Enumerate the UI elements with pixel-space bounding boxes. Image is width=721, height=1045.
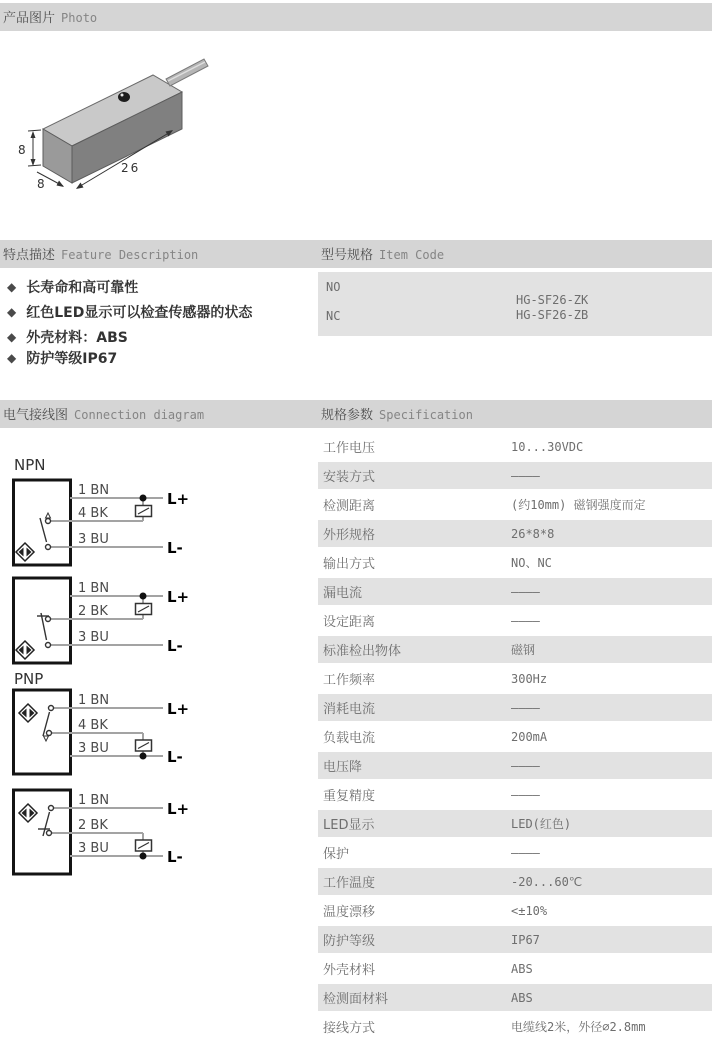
dim-width-label: 8 <box>37 177 45 191</box>
arrowhead <box>76 183 84 190</box>
features-title-cn: 特点描述 <box>3 248 56 263</box>
spec-row <box>318 462 712 489</box>
item-code-value: HG-SF26-ZB <box>516 308 589 322</box>
circuit-npn-no <box>10 477 240 574</box>
spec-label: 标准检出物体 <box>323 644 402 659</box>
spec-row <box>318 897 712 924</box>
spec-label: 安装方式 <box>323 470 376 485</box>
spec-value: (约10mm) 磁钢强度而定 <box>511 498 646 512</box>
spec-row <box>318 549 712 576</box>
junction-dot <box>140 753 147 760</box>
spec-label: 外形规格 <box>323 528 376 543</box>
switch-contact <box>47 831 52 836</box>
spec-value: 10...30VDC <box>511 439 584 454</box>
spec-value: -20...60℃ <box>511 874 583 889</box>
dim-length-label: 26 <box>121 161 141 175</box>
item-code-type: NO <box>326 280 341 294</box>
spec-value: ———— <box>511 613 540 628</box>
wire-label-bk: 2 BK <box>78 818 108 833</box>
terminal-negative: L- <box>167 539 183 557</box>
spec-value: ———— <box>511 468 540 483</box>
spec-label: 检测距离 <box>323 499 376 514</box>
junction-dot <box>140 495 147 502</box>
spec-value: 电缆线2米，外径∅2.8mm <box>511 1020 646 1034</box>
spec-row <box>318 578 712 605</box>
spec-label: 外壳材料 <box>323 963 376 978</box>
spec-label: 检测面材料 <box>323 992 389 1007</box>
npn-group-label: NPN <box>14 456 46 474</box>
spec-value: LED(红色) <box>511 817 572 831</box>
wire-label-bn: 1 BN <box>78 793 110 808</box>
spec-row <box>318 1013 712 1040</box>
features-title-en: Feature Description <box>61 248 199 262</box>
spec-row <box>318 926 712 953</box>
wire-label-bu: 3 BU <box>78 841 109 856</box>
arrowhead <box>31 159 36 166</box>
wire-label-bu: 3 BU <box>78 630 109 645</box>
switch-contact <box>49 706 54 711</box>
circuit-npn-nc <box>10 575 240 672</box>
spec-title <box>318 400 473 430</box>
feature-item <box>7 277 138 297</box>
spec-label: 保护 <box>323 847 350 862</box>
product-drawing <box>8 52 220 204</box>
item-code-value: HG-SF26-ZK <box>516 293 589 307</box>
spec-label: 设定距离 <box>323 615 376 630</box>
terminal-positive: L+ <box>167 490 190 508</box>
junction-dot <box>140 853 147 860</box>
spec-label: 重复精度 <box>323 789 376 804</box>
wire-label-bn: 1 BN <box>78 581 110 596</box>
feature-item <box>7 348 117 368</box>
spec-value: ———— <box>511 787 540 802</box>
switch-contact <box>46 519 51 524</box>
spec-row <box>318 810 712 837</box>
wire-label-bk: 4 BK <box>78 506 108 521</box>
spec-row <box>318 491 712 518</box>
spec-value: 300Hz <box>511 671 548 686</box>
feature-item <box>7 327 128 347</box>
spec-value: ———— <box>511 584 540 599</box>
spec-label: 负载电流 <box>323 731 376 746</box>
feature-text: 长寿命和高可靠性 <box>26 280 139 296</box>
circuit-pnp-no <box>10 687 240 782</box>
feature-text: 红色LED显示可以检查传感器的状态 <box>26 305 253 321</box>
feature-text: 外壳材料：ABS <box>26 330 128 346</box>
feature-text: 防护等级IP67 <box>26 351 118 367</box>
spec-value: 200mA <box>511 729 548 744</box>
spec-label: 防护等级 <box>323 934 376 949</box>
spec-value: 26*8*8 <box>511 526 555 541</box>
spec-value: ABS <box>511 961 533 976</box>
spec-label: 工作温度 <box>323 876 376 891</box>
diamond-bullet-icon: ◆ <box>7 351 17 365</box>
spec-row <box>318 433 712 460</box>
spec-row <box>318 839 712 866</box>
arrowhead <box>57 181 65 188</box>
led-highlight <box>121 94 124 97</box>
terminal-negative: L- <box>167 748 183 766</box>
wire-label-bu: 3 BU <box>78 741 109 756</box>
spec-title-en: Specification <box>379 408 473 422</box>
terminal-positive: L+ <box>167 588 190 606</box>
switch-contact <box>46 617 51 622</box>
spec-value: <±10% <box>511 903 548 918</box>
spec-row <box>318 781 712 808</box>
itemcode-title-cn: 型号规格 <box>321 248 374 263</box>
connection-title-en: Connection diagram <box>74 408 205 422</box>
switch-contact <box>46 643 51 648</box>
spec-row <box>318 868 712 895</box>
spec-row <box>318 636 712 663</box>
cable-highlight <box>168 62 205 81</box>
itemcode-title <box>318 240 444 270</box>
diamond-bullet-icon: ◆ <box>7 330 17 344</box>
spec-value: 磁钢 <box>511 643 536 657</box>
wire-label-bu: 3 BU <box>78 532 109 547</box>
connection-title-cn: 电气接线图 <box>3 408 69 423</box>
spec-row <box>318 694 712 721</box>
spec-value: IP67 <box>511 932 540 947</box>
led-dome <box>118 92 130 102</box>
spec-label: 接线方式 <box>323 1021 376 1036</box>
diamond-bullet-icon: ◆ <box>7 305 17 319</box>
spec-table <box>318 433 712 1042</box>
spec-row <box>318 723 712 750</box>
wire-label-bn: 1 BN <box>78 693 110 708</box>
spec-value: ABS <box>511 990 533 1005</box>
connection-spec-header <box>0 400 712 428</box>
spec-row <box>318 520 712 547</box>
item-code-type: NC <box>326 309 341 323</box>
diamond-bullet-icon: ◆ <box>7 280 17 294</box>
spec-row <box>318 955 712 982</box>
photo-section-title-en: Photo <box>61 11 98 25</box>
spec-title-cn: 规格参数 <box>321 408 374 423</box>
pnp-group-label: PNP <box>14 670 44 688</box>
dim-height-label: 8 <box>18 143 26 157</box>
spec-row <box>318 665 712 692</box>
switch-contact <box>47 731 52 736</box>
photo-section-title-cn: 产品图片 <box>3 11 56 26</box>
spec-label: 温度漂移 <box>323 905 376 920</box>
switch-contact <box>46 545 51 550</box>
dim-tick <box>28 165 41 166</box>
switch-arrow <box>44 736 49 741</box>
spec-row <box>318 984 712 1011</box>
wire-label-bn: 1 BN <box>78 483 110 498</box>
wire-label-bk: 2 BK <box>78 604 108 619</box>
terminal-positive: L+ <box>167 800 190 818</box>
terminal-negative: L- <box>167 637 183 655</box>
feature-itemcode-header <box>0 240 712 268</box>
item-code-table <box>318 272 712 336</box>
circuit-pnp-nc <box>10 787 240 882</box>
switch-contact <box>49 806 54 811</box>
spec-value: ———— <box>511 758 540 773</box>
spec-label: LED显示 <box>323 818 375 833</box>
terminal-negative: L- <box>167 848 183 866</box>
photo-section-header <box>0 3 712 31</box>
switch-arrow <box>46 513 51 518</box>
spec-value: ———— <box>511 700 540 715</box>
spec-label: 工作电压 <box>323 441 376 456</box>
dim-tick <box>28 130 41 131</box>
spec-row <box>318 607 712 634</box>
terminal-positive: L+ <box>167 700 190 718</box>
spec-value: NO、NC <box>511 556 552 570</box>
itemcode-title-en: Item Code <box>379 248 445 262</box>
spec-value: ———— <box>511 845 540 860</box>
spec-label: 输出方式 <box>323 557 376 572</box>
wire-label-bk: 4 BK <box>78 718 108 733</box>
spec-label: 电压降 <box>323 760 363 775</box>
junction-dot <box>140 593 147 600</box>
arrowhead <box>31 131 36 138</box>
spec-label: 漏电流 <box>323 586 363 601</box>
spec-label: 工作频率 <box>323 673 376 688</box>
spec-row <box>318 752 712 779</box>
spec-label: 消耗电流 <box>323 702 376 717</box>
feature-item <box>7 302 252 322</box>
